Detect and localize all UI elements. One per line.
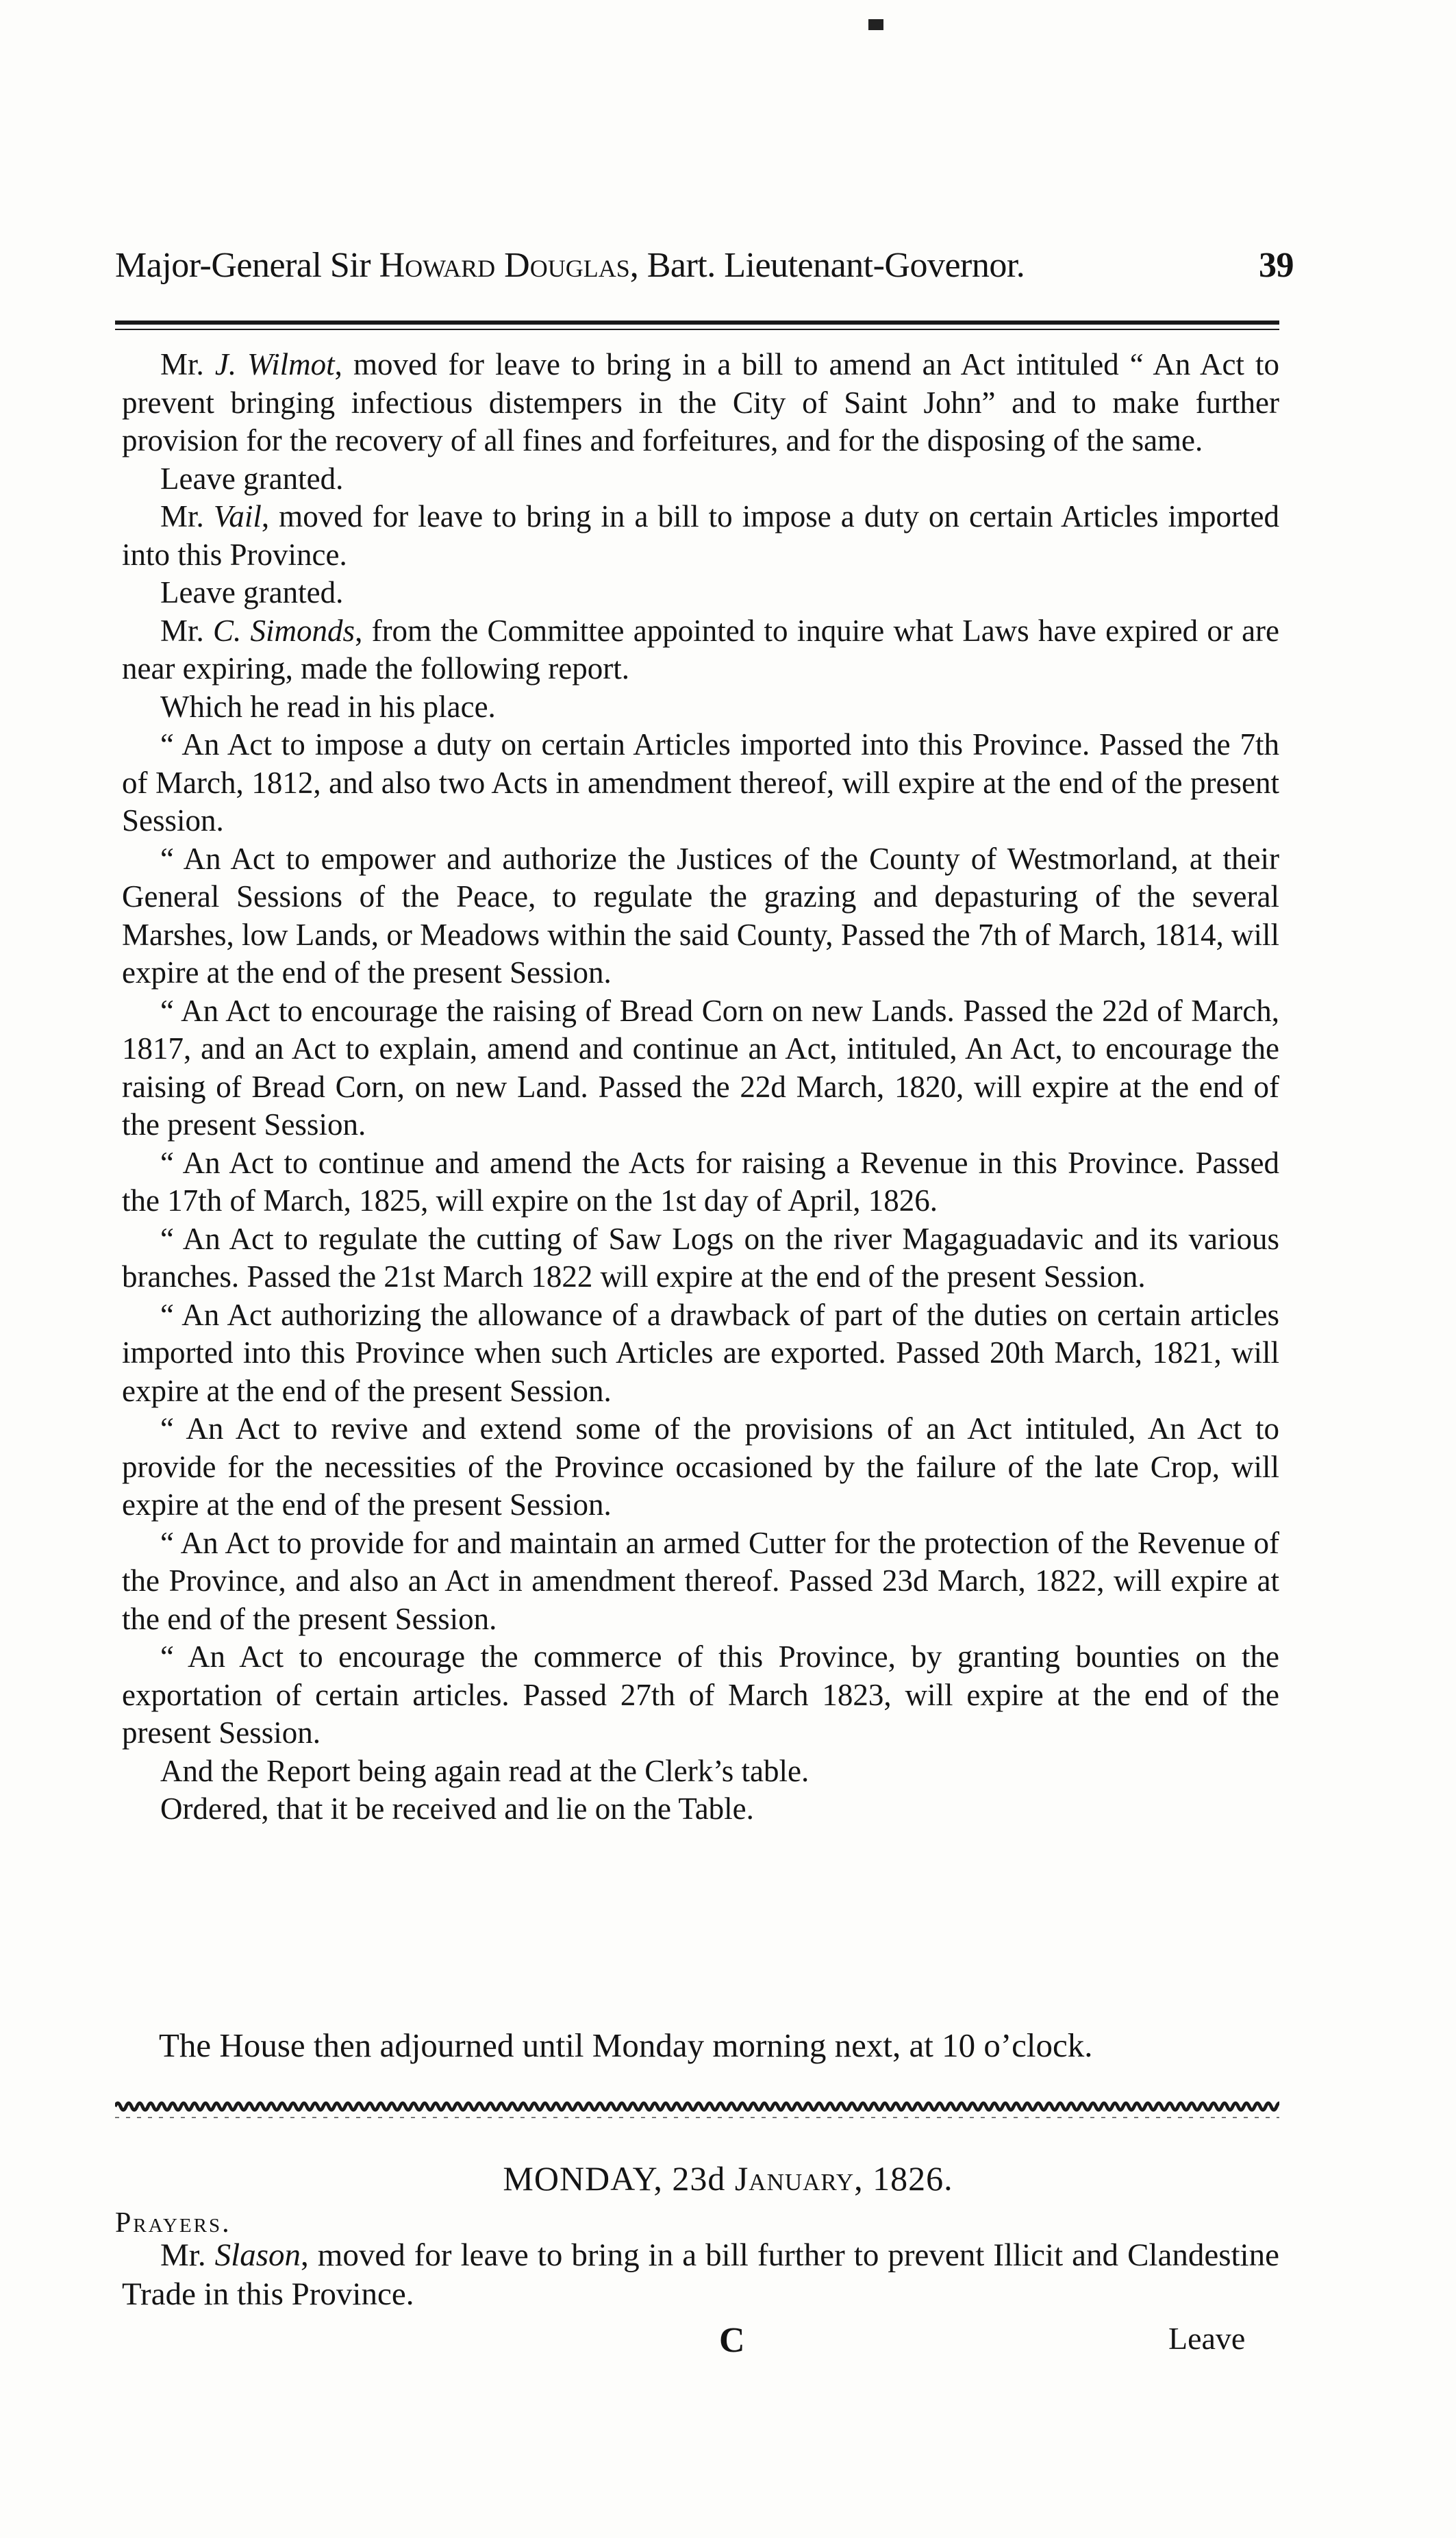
- member-name: C. Simonds: [213, 613, 355, 648]
- paragraph-text: Which he read in his place.: [160, 689, 496, 724]
- paragraph-text: “ An Act to revive and extend some of the provisions of an Act intituled, An Act to provide for the necessities of the Province occasioned by the failure of the late Crop, will expire at the end of the present Session.: [122, 1411, 1279, 1522]
- adjournment-line: The House then adjourned until Monday morning next, at 10 o’clock.: [159, 2026, 1093, 2064]
- paragraph: [122, 1220, 1279, 1296]
- page-number: 39: [1259, 246, 1294, 285]
- paragraph: [122, 460, 1279, 499]
- paragraph: [122, 840, 1279, 992]
- paragraph-text: “ An Act to encourage the raising of Bread Corn on new Lands. Passed the 22d of March, 1817, and an Act to explain, amend and continue an Act, intituled, An Act, to encourage the raising of Bread Corn, on new Land. Passed the 22d March, 1820, will expire at the end of the present Session.: [122, 993, 1279, 1142]
- paragraph-text: “ An Act to continue and amend the Acts for raising a Revenue in this Province. Passed the 17th of March, 1825, will expire on the 1st day of April, 1826.: [122, 1145, 1279, 1218]
- proceedings-text: [122, 346, 1279, 1829]
- paragraph-text: And the Report being again read at the Clerk’s table.: [160, 1753, 809, 1788]
- header-rule-heavy: [115, 321, 1279, 325]
- paragraph: [122, 612, 1279, 688]
- paragraph: [122, 688, 1279, 727]
- paragraph-text: “ An Act to empower and authorize the Justices of the County of Westmorland, at their General Sessions of the Peace, to regulate the grazing and depasturing of the several Marshes, low Lands, or Meadows within the said County, Passed the 7th of March, 1814, will expire at the end of the present Session.: [122, 841, 1279, 990]
- catchword: Leave: [1168, 2321, 1246, 2356]
- paragraph: [122, 992, 1279, 1144]
- motion-text: [122, 2236, 1279, 2314]
- paragraph: [122, 1638, 1279, 1752]
- paragraph: [122, 1752, 1279, 1791]
- header-prefix: Major-General Sir: [115, 246, 379, 285]
- paragraph-text: , moved for leave to bring in a bill to amend an Act intituled “ An Act to prevent bringing infectious distempers in the City of Saint John” and to make further provision for the recovery of all fines and forfeitures, and for the disposing of the same.: [122, 347, 1279, 457]
- paragraph-text: “ An Act to provide for and maintain an armed Cutter for the protection of the Revenue of the Province, and also an Act in amendment thereof. Passed 23d March, 1822, will expire at the end of the present Session.: [122, 1525, 1279, 1636]
- paragraph: [122, 346, 1279, 460]
- date-day: MONDAY, 23d: [503, 2159, 735, 2198]
- date-month: January: [734, 2159, 855, 2198]
- member-name: Vail: [213, 499, 262, 533]
- prayers-heading: Prayers.: [115, 2207, 231, 2239]
- paragraph-text: “ An Act to impose a duty on certain Articles imported into this Province. Passed the 7th of March, 1812, and also two Acts in amendment thereof, will expire at the end of the present Session.: [122, 727, 1279, 838]
- date-year: , 1826.: [854, 2159, 953, 2198]
- paragraph-text: , moved for leave to bring in a bill to impose a duty on certain Articles imported into this Province.: [122, 499, 1279, 572]
- paragraph-text: , from the Committee appointed to inquire what Laws have expired or are near expiring, made the following report.: [122, 613, 1280, 686]
- paragraph-text: Leave granted.: [160, 575, 344, 610]
- motion-lead: Mr.: [160, 2237, 215, 2273]
- session-date-heading: [0, 2159, 1456, 2198]
- paragraph-text: Ordered, that it be received and lie on the Table.: [160, 1792, 754, 1826]
- ornamental-wavy-rule: [115, 2094, 1279, 2122]
- paragraph: [122, 498, 1279, 574]
- paragraph: [122, 1790, 1279, 1829]
- printer-mark: [868, 19, 883, 30]
- paragraph: [122, 1524, 1279, 1639]
- signature-mark: C: [719, 2321, 745, 2360]
- motion-member-name: Slason: [214, 2237, 301, 2273]
- paragraph-text: Leave granted.: [160, 461, 344, 496]
- motion-paragraph: [122, 2236, 1279, 2314]
- paragraph-lead: Mr.: [160, 613, 214, 648]
- paragraph: [122, 1144, 1279, 1220]
- paragraph: [122, 726, 1279, 840]
- running-header: [115, 245, 1294, 286]
- paragraph-lead: Mr.: [160, 499, 214, 533]
- paragraph-text: “ An Act authorizing the allowance of a drawback of part of the duties on certain articles imported into this Province when such Articles are exported. Passed 20th March, 1821, will expire at the end of the present Session.: [122, 1297, 1279, 1408]
- motion-body: , moved for leave to bring in a bill further to prevent Illicit and Clandestine Trade in this Province.: [122, 2237, 1279, 2312]
- paragraph: [122, 574, 1279, 612]
- paragraph: [122, 1410, 1279, 1524]
- paragraph: [122, 1296, 1279, 1411]
- paragraph-text: “ An Act to encourage the commerce of this Province, by granting bounties on the exportation of certain articles. Passed 27th of March 1823, will expire at the end of the present Session.: [122, 1639, 1279, 1750]
- header-rule-light: [115, 329, 1279, 330]
- paragraph-lead: Mr.: [160, 347, 215, 381]
- header-suffix: , Bart. Lieutenant-Governor.: [629, 246, 1025, 285]
- header-governor-name: Howard Douglas: [379, 246, 630, 285]
- paragraph-text: “ An Act to regulate the cutting of Saw Logs on the river Magaguadavic and its various branches. Passed the 21st March 1822 will expire at the end of the present Session.: [122, 1221, 1279, 1294]
- member-name: J. Wilmot: [214, 347, 335, 381]
